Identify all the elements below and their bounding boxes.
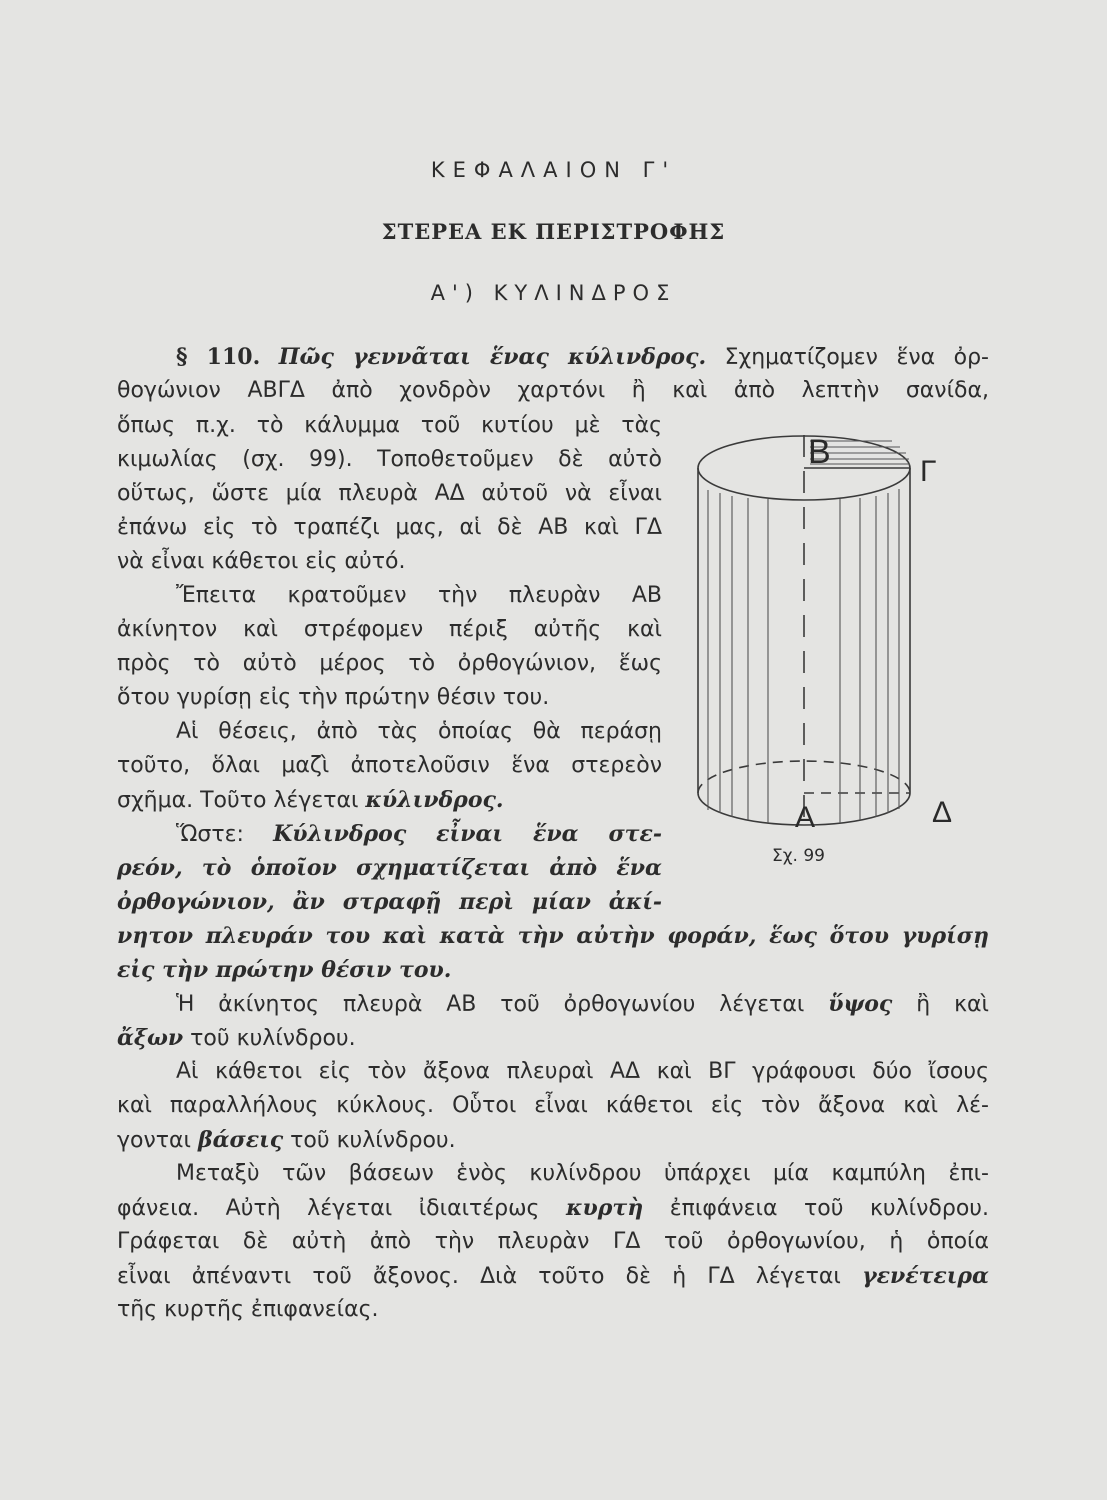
label-b: Β bbox=[808, 433, 831, 471]
definition-line: νητον πλευράν του καὶ κατὰ τὴν αὐτὴν φοράν, ἕως ὅτου γυρίσῃ bbox=[117, 923, 989, 949]
text-fragment: φάνεια. Αὐτὴ λέγεται ἰδιαιτέρως bbox=[117, 1196, 540, 1221]
term-ypsos: ὕψος bbox=[828, 991, 893, 1017]
bases-paragraph-line: καὶ παραλλήλους κύκλους. Οὗτοι εἶναι κάθετοι εἰς τὸν ἄξονα καὶ λέ- bbox=[117, 1093, 989, 1118]
text-line: Αἱ θέσεις, ἀπὸ τὰς ὁποίας θὰ περάσῃ bbox=[176, 719, 662, 744]
label-a: Α bbox=[795, 801, 816, 834]
definition-text: Κύλινδρος εἶναι ἕνα στε- bbox=[273, 821, 662, 847]
surface-paragraph-line: τῆς κυρτῆς ἐπιφανείας. bbox=[117, 1297, 379, 1322]
definition-first-line bbox=[176, 818, 662, 851]
term-kylindros: κύλινδρος. bbox=[365, 787, 504, 813]
text-line: κιμωλίας (σχ. 99). Τοποθετοῦμεν δὲ αὐτὸ bbox=[117, 447, 662, 472]
text-fragment: σχῆμα. Τοῦτο λέγεται bbox=[117, 788, 359, 813]
surface-paragraph-line: Μεταξὺ τῶν βάσεων ἑνὸς κυλίνδρου ὑπάρχει μία καμπύλη ἐπι- bbox=[176, 1161, 989, 1186]
axis-paragraph-line bbox=[117, 1022, 356, 1055]
label-d: Δ bbox=[932, 796, 953, 829]
text-fragment: εἶναι ἀπέναντι τοῦ ἄξονος. Διὰ τοῦτο δὲ ἡ ΓΔ λέγεται bbox=[117, 1264, 841, 1289]
paragraph-110-first-line bbox=[176, 341, 989, 374]
figure-caption: Σχ. 99 bbox=[772, 846, 826, 866]
section-title: ΣΤΕΡΕΑ ΕΚ ΠΕΡΙΣΤΡΟΦΗΣ bbox=[381, 219, 726, 244]
definition-line: ρεόν, τὸ ὁποῖον σχηματίζεται ἀπὸ ἕνα bbox=[117, 855, 662, 881]
text-fragment: ἢ καὶ bbox=[916, 992, 989, 1017]
text-line: τοῦτο, ὅλαι μαζὶ ἀποτελοῦσιν ἕνα στερεὸν bbox=[117, 753, 662, 778]
text-line bbox=[117, 784, 504, 817]
text-line: Ἔπειτα κρατοῦμεν τὴν πλευρὰν ΑΒ bbox=[176, 583, 662, 608]
text-fragment: Ἡ ἀκίνητος πλευρὰ ΑΒ τοῦ ὀρθογωνίου λέγεται bbox=[176, 992, 805, 1017]
text-line: πρὸς τὸ αὐτὸ μέρος τὸ ὀρθογώνιον, ἕως bbox=[117, 651, 662, 676]
surface-paragraph-line bbox=[117, 1192, 989, 1225]
text-line: νὰ εἶναι κάθετοι εἰς αὐτό. bbox=[117, 549, 406, 574]
surface-paragraph-line bbox=[117, 1260, 989, 1293]
text-fragment: γονται bbox=[117, 1128, 191, 1153]
chapter-heading: ΚΕΦΑΛΑΙΟΝ Γ' bbox=[430, 158, 677, 182]
text-line: ὅπως π.χ. τὸ κάλυμμα τοῦ κυτίου μὲ τὰς bbox=[117, 413, 662, 438]
text-line: οὕτως, ὥστε μία πλευρὰ ΑΔ αὐτοῦ νὰ εἶναι bbox=[117, 481, 662, 506]
cylinder-figure bbox=[680, 415, 970, 855]
text-line: ὅτου γυρίσῃ εἰς τὴν πρώτην θέσιν του. bbox=[117, 685, 550, 710]
term-vaseis: βάσεις bbox=[197, 1127, 284, 1153]
term-kyrti: κυρτὴ bbox=[566, 1195, 644, 1221]
paragraph-number: § 110. bbox=[176, 344, 261, 370]
bases-paragraph-line: Αἱ κάθετοι εἰς τὸν ἄξονα πλευραὶ ΑΔ καὶ ΒΓ γράφουσι δύο ἴσους bbox=[176, 1059, 989, 1084]
text-line: ἀκίνητον καὶ στρέφομεν πέριξ αὐτῆς καὶ bbox=[117, 617, 662, 642]
axis-paragraph-line bbox=[176, 988, 989, 1021]
text-line: ἐπάνω εἰς τὸ τραπέζι μας, αἱ δὲ ΑΒ καὶ ΓΔ bbox=[117, 515, 662, 540]
text-line: θογώνιον ΑΒΓΔ ἀπὸ χονδρὸν χαρτόνι ἢ καὶ ἀπὸ λεπτὴν σανίδα, bbox=[117, 378, 989, 403]
text-line: Σχηματίζομεν ἕνα ὀρ- bbox=[724, 345, 989, 370]
subsection-title: Α') ΚΥΛΙΝΔΡΟΣ bbox=[430, 281, 677, 305]
term-genetira: γενέτειρα bbox=[862, 1263, 989, 1289]
definition-intro: Ὥστε: bbox=[176, 822, 244, 847]
text-fragment: τοῦ κυλίνδρου. bbox=[290, 1128, 456, 1153]
label-g: Γ bbox=[920, 455, 937, 488]
surface-paragraph-line: Γράφεται δὲ αὐτὴ ἀπὸ τὴν πλευρὰν ΓΔ τοῦ ὀρθογωνίου, ἡ ὁποία bbox=[117, 1229, 989, 1254]
paragraph-heading: Πῶς γεννᾶται ἕνας κύλινδρος. bbox=[278, 344, 707, 370]
text-fragment: ἐπιφάνεια τοῦ κυλίνδρου. bbox=[669, 1196, 990, 1221]
definition-line: ὀρθογώνιον, ἂν στραφῇ περὶ μίαν ἀκί- bbox=[117, 889, 662, 915]
hatch-lines bbox=[708, 441, 910, 823]
bases-paragraph-line bbox=[117, 1124, 456, 1157]
text-fragment: τοῦ κυλίνδρου. bbox=[190, 1026, 356, 1051]
term-axon: ἄξων bbox=[117, 1025, 184, 1051]
definition-line: εἰς τὴν πρώτην θέσιν του. bbox=[117, 957, 452, 983]
